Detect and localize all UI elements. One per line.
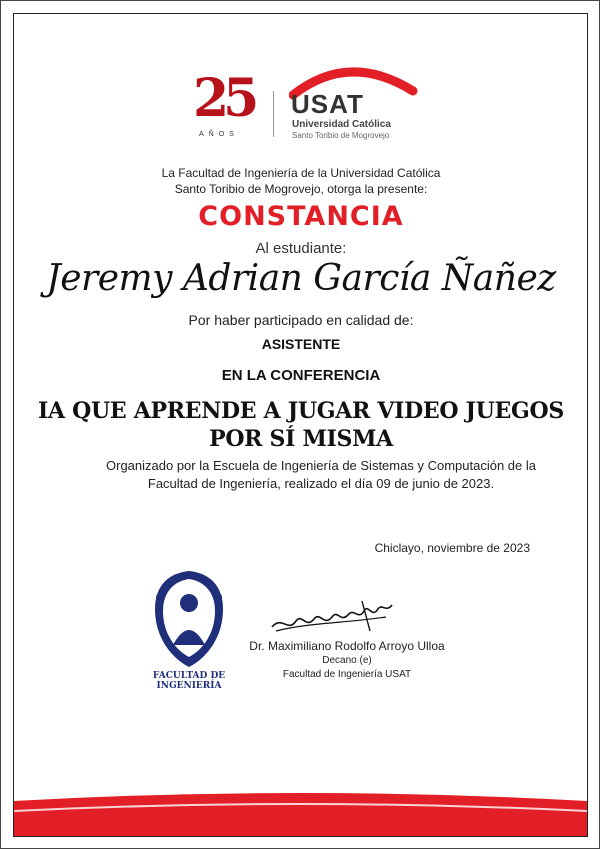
recipient-name: Jeremy Adrian García Ñañez	[46, 258, 556, 299]
intro-line-2: Santo Toribio de Mogrovejo, otorga la presente:	[174, 182, 428, 196]
usat-subtitle-2: Santo Toribio de Mogrovejo	[292, 131, 390, 140]
usat-title: USAT	[291, 89, 364, 119]
signatory-faculty: Facultad de Ingeniería USAT	[282, 669, 412, 680]
talk-title-line-2: POR SÍ MISMA	[209, 426, 393, 452]
recipient-prefix: Al estudiante:	[255, 240, 347, 257]
intro-text	[1, 165, 600, 197]
seal-label	[149, 671, 229, 691]
faculty-seal	[149, 567, 229, 692]
anniversary-word: AÑOS	[199, 131, 239, 138]
header-logos	[1, 61, 600, 141]
logo-divider	[273, 91, 274, 137]
anniversary-number: 25	[193, 68, 254, 129]
seal-label-line-2: INGENIERÍA	[156, 681, 222, 691]
bottom-decorative-band	[14, 791, 587, 836]
talk-title	[1, 397, 600, 453]
signatory-name: Dr. Maximiliano Rodolfo Arroyo Ulloa	[249, 639, 445, 653]
participant-role: ASISTENTE	[261, 336, 341, 352]
certificate-title: CONSTANCIA	[198, 201, 404, 232]
place-date: Chiclayo, noviembre de 2023	[374, 541, 530, 555]
seal-label-line-1: FACULTAD DE	[152, 671, 226, 681]
signature-icon	[266, 593, 406, 643]
signatory-title: Decano (e)	[322, 655, 372, 666]
usat-subtitle: Universidad Católica	[292, 119, 391, 130]
talk-title-line-1: IA QUE APRENDE A JUGAR VIDEO JUEGOS	[38, 398, 564, 424]
anniversary-logo	[193, 68, 263, 138]
usat-logo	[289, 61, 419, 141]
organized-by-text: Organizado por la Escuela de Ingeniería de Sistemas y Computación de la Facultad de Ingeniería, realizado el día 09 de junio de 2023.	[106, 458, 536, 491]
intro-line-1: La Facultad de Ingeniería de la Universidad Católica	[161, 166, 441, 180]
participation-text: Por haber participado en calidad de:	[188, 312, 414, 328]
seal-emblem-icon	[149, 567, 229, 671]
event-type: EN LA CONFERENCIA	[221, 367, 381, 384]
